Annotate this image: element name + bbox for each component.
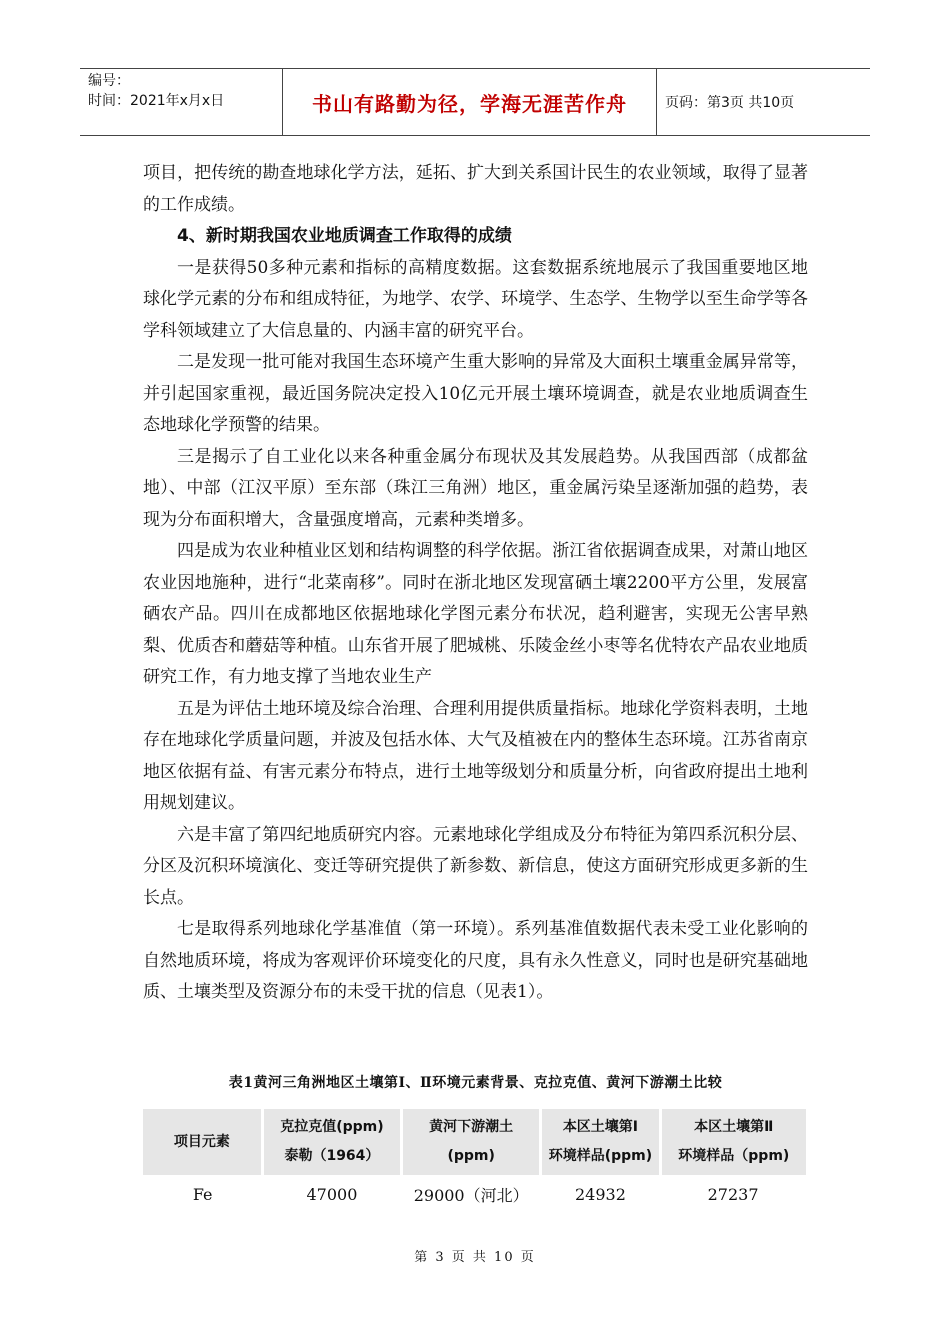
paragraph-6: 六是丰富了第四纪地质研究内容。元素地球化学组成及分布特征为第四系沉积分层、分区及沉积环境演化、变迁等研究提供了新参数、新信息，使这方面研究形成更多新的生长点。 bbox=[143, 824, 808, 908]
column-header bbox=[402, 1109, 541, 1175]
table-caption: 表1黄河三角洲地区土壤第Ⅰ、Ⅱ环境元素背景、克拉克值、黄河下游潮土比较 bbox=[228, 1075, 723, 1091]
header-page-info: 页码：第3页 共10页 bbox=[665, 95, 795, 111]
page-footer: 第 3 页 共 10 页 bbox=[414, 1250, 536, 1265]
column-header-text: 克拉克值(ppm) 泰勒（1964） bbox=[280, 1119, 384, 1164]
section-heading: 4、新时期我国农业地质调查工作取得的成绩 bbox=[177, 226, 512, 246]
paragraph-1: 一是获得50多种元素和指标的高精度数据。这套数据系统地展示了我国重要地区地球化学元素的分布和组成特征，为地学、农学、环境学、生态学、生物学以至生命学等各学科领域建立了大信息量的、内涵丰富的研究平台。 bbox=[143, 257, 808, 341]
header-motto: 书山有路勤为径，学海无涯苦作舟 bbox=[283, 69, 657, 135]
document-body bbox=[143, 158, 808, 1009]
column-header bbox=[541, 1109, 660, 1175]
paragraph-continued: 项目，把传统的勘查地球化学方法，延拓、扩大到关系国计民生的农业领域，取得了显著的工作成绩。 bbox=[143, 163, 808, 215]
page-header bbox=[80, 68, 870, 136]
column-header bbox=[660, 1109, 806, 1175]
table-cell: 27237 bbox=[707, 1185, 759, 1204]
column-header-text: 黄河下游潮土 (ppm) bbox=[429, 1119, 514, 1164]
column-header-text: 本区土壤第Ⅱ 环境样品（ppm) bbox=[678, 1119, 790, 1164]
table-cell: Fe bbox=[192, 1185, 213, 1204]
column-header bbox=[143, 1109, 262, 1175]
paragraph-3: 三是揭示了自工业化以来各种重金属分布现状及其发展趋势。从我国西部（成都盆地）、中部（江汉平原）至东部（珠江三角洲）地区，重金属污染呈逐渐加强的趋势，表现为分布面积增大，含量强度增高，元素种类增多。 bbox=[143, 446, 808, 530]
code-label: 编号： bbox=[88, 73, 130, 89]
table-header-row bbox=[143, 1109, 806, 1175]
paragraph-5: 五是为评估土地环境及综合治理、合理利用提供质量指标。地球化学资料表明，土地存在地球化学质量问题，并波及包括水体、大气及植被在内的整体生态环境。江苏省南京地区依据有益、有害元素分布特点，进行土地等级划分和质量分析，向省政府提出土地利用规划建议。 bbox=[143, 698, 808, 813]
header-meta bbox=[80, 69, 283, 135]
paragraph-4: 四是成为农业种植业区划和结构调整的科学依据。浙江省依据调查成果，对萧山地区农业因地施种，进行“北菜南移”。同时在浙北地区发现富硒土壤2200平方公里，发展富硒农产品。四川在成都地区依据地球化学图元素分布状况，趋利避害，实现无公害早熟梨、优质杏和蘑菇等种植。山东省开展了肥城桃、乐陵金丝小枣等名优特农产品农业地质研究工作，有力地支撑了当地农业生产 bbox=[143, 541, 808, 687]
column-header bbox=[262, 1109, 401, 1175]
table-cell: 24932 bbox=[574, 1185, 626, 1204]
table-cell: 29000（河北） bbox=[413, 1186, 529, 1205]
date-line: 时间：2021年x月x日 bbox=[88, 93, 225, 109]
paragraph-2: 二是发现一批可能对我国生态环境产生重大影响的异常及大面积土壤重金属异常等，并引起国家重视，最近国务院决定投入10亿元开展土壤环境调查，就是农业地质调查生态地球化学预警的结果。 bbox=[143, 352, 808, 435]
table-cell: 47000 bbox=[306, 1185, 358, 1204]
comparison-table bbox=[143, 1109, 806, 1214]
table-row bbox=[143, 1175, 806, 1214]
paragraph-7: 七是取得系列地球化学基准值（第一环境）。系列基准值数据代表未受工业化影响的自然地质环境，将成为客观评价环境变化的尺度，具有永久性意义，同时也是研究基础地质、土壤类型及资源分布的未受干扰的信息（见表1）。 bbox=[143, 919, 808, 1002]
column-header-text: 项目元素 bbox=[173, 1133, 230, 1150]
column-header-text: 本区土壤第Ⅰ 环境样品(ppm) bbox=[548, 1119, 653, 1164]
